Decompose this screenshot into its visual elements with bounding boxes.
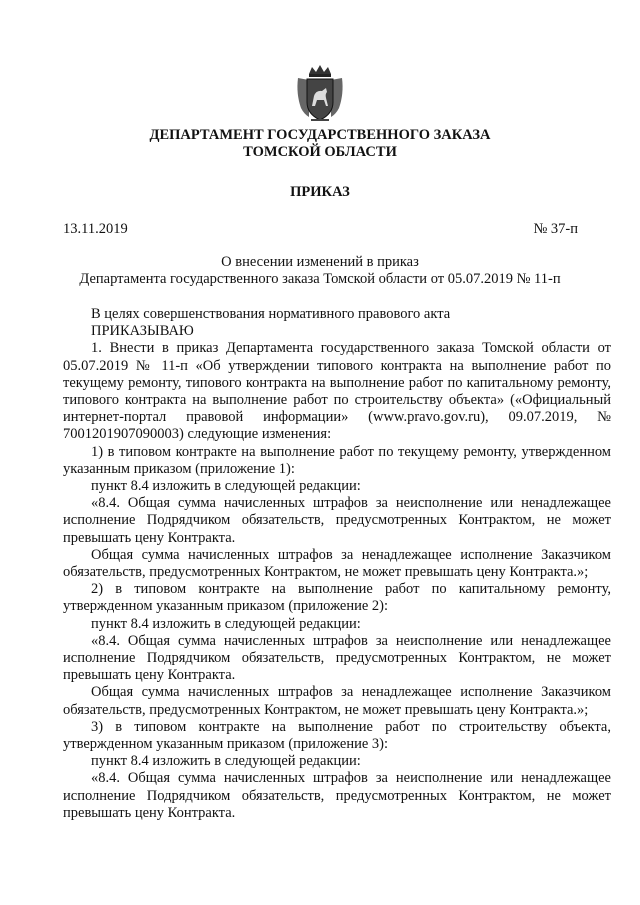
subitem-3-quote-1: «8.4. Общая сумма начисленных штрафов за неисполнение или ненадлежащее исполнение Подрядчиком обязательств, предусмотренных Контрактом, не может превышать цену Контракта. bbox=[63, 770, 611, 821]
order-word: ПРИКАЗЫВАЮ bbox=[91, 323, 194, 340]
header-line-2: ТОМСКОЙ ОБЛАСТИ bbox=[243, 144, 397, 160]
department-header bbox=[0, 127, 640, 161]
header-line-1: ДЕПАРТАМЕНТ ГОСУДАРСТВЕННОГО ЗАКАЗА bbox=[149, 127, 491, 143]
subitem-2-paragraph: 2) в типовом контракте на выполнение работ по капитальному ремонту, утвержденном указанным приказом (приложение 2): bbox=[63, 581, 611, 615]
order-date: 13.11.2019 bbox=[63, 221, 128, 237]
subitem-2-quote-1: «8.4. Общая сумма начисленных штрафов за неисполнение или ненадлежащее исполнение Подрядчиком обязательств, предусмотренных Контрактом, не может превышать цену Контракта. bbox=[63, 632, 611, 684]
subitem-3-paragraph: 3) в типовом контракте на выполнение работ по строительству объекта, утвержденном указанным приказом (приложение 3): bbox=[63, 718, 611, 753]
order-title: ПРИКАЗ bbox=[290, 184, 350, 200]
order-body bbox=[63, 306, 611, 822]
subject-line-1: О внесении изменений в приказ bbox=[221, 254, 419, 270]
subitem-1-quote-2: Общая сумма начисленных штрафов за ненадлежащее исполнение Заказчиком обязательств, предусмотренных Контрактом, не может превышать цену Контракта.»; bbox=[63, 546, 611, 581]
subitem-1-quote-1: «8.4. Общая сумма начисленных штрафов за неисполнение или ненадлежащее исполнение Подрядчиком обязательств, предусмотренных Контрактом, не может превышать цену Контракта. bbox=[63, 495, 611, 546]
subitem-2-quote-2: Общая сумма начисленных штрафов за ненадлежащее исполнение Заказчиком обязательств, предусмотренных Контрактом, не может превышать цену Контракта.»; bbox=[63, 684, 611, 718]
subject-line-2: Департамента государственного заказа Томской области от 05.07.2019 № 11-п bbox=[79, 271, 561, 287]
order-subject bbox=[0, 254, 640, 288]
subitem-3-point: пункт 8.4 изложить в следующей редакции: bbox=[91, 753, 361, 770]
intro-paragraph: В целях совершенствования нормативного правового акта bbox=[91, 306, 451, 322]
subitem-2-point: пункт 8.4 изложить в следующей редакции: bbox=[91, 615, 361, 632]
subitem-1-point: пункт 8.4 изложить в следующей редакции: bbox=[91, 478, 361, 495]
item-1-paragraph: 1. Внести в приказ Департамента государственного заказа Томской области от 05.07.2019 № 11-п «Об утверждении типового контракта на выполнение работ по текущему ремонту, типового контракта на выполнение работ по капитальному ремонту, типового контракта на выполнение работ по строительству объекта» («Официальный интернет-портал правовой информации» (www.pravo.gov.ru), 09.07.2019, № 7001201907090003) следующие изменения: bbox=[63, 340, 611, 443]
subitem-1-paragraph: 1) в типовом контракте на выполнение работ по текущему ремонту, утвержденном указанным приказом (приложение 1): bbox=[63, 443, 611, 477]
order-number: № 37-п bbox=[533, 221, 578, 237]
tomsk-coat-of-arms-icon bbox=[295, 64, 345, 122]
